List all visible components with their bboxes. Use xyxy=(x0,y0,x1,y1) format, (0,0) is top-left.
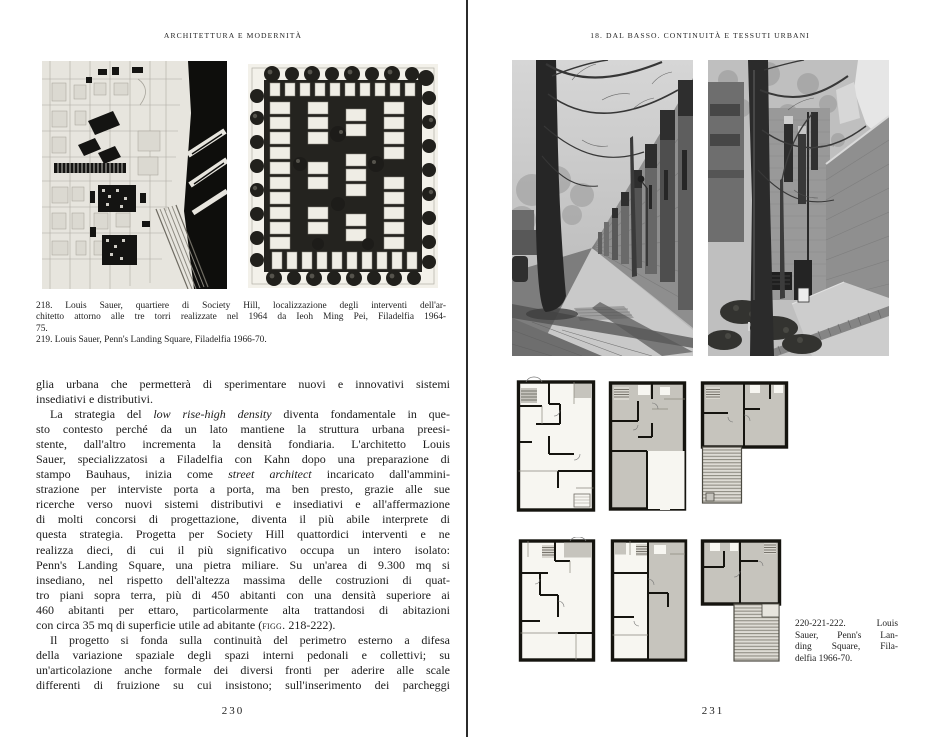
floor-plan-illustration xyxy=(518,537,596,663)
body-line: Il progetto si fonda sulla continuità del perimetro esterno a difesa xyxy=(50,632,450,647)
caption-line: 75. xyxy=(36,323,48,334)
body-line: insediano, nel rispetto dell'altezza massima delle costruzioni di quat- xyxy=(36,572,450,587)
caption-218-219 xyxy=(36,301,446,347)
body-line: di molti concorsi di progettazione, diventa il più abile interprete di xyxy=(36,512,450,527)
body-line: ricerche verso nuovi sistemi distributivi e insediativi e all'affermazione xyxy=(36,497,450,512)
body-line: Penn's Landing Square, una pietra miliare. Su un'area di 9.300 mq si xyxy=(36,557,450,572)
floor-plan-illustration xyxy=(700,379,790,508)
figure-222-floor-plan-2 xyxy=(608,379,687,512)
body-line: strazione per interviste porta a porta, ma ben presto, grazie alle sue xyxy=(36,482,450,497)
body-line: 460 abitanti per ettaro, particolarmente alta trattandosi di abitazioni xyxy=(36,602,450,617)
page-230 xyxy=(0,0,466,737)
body-line: della variazione spaziale degli spazi interni pedonali e collettivi; su xyxy=(36,647,450,662)
floor-plan-illustration xyxy=(516,376,596,513)
body-line: sto contesto perché da un lato mantiene la struttura urbana preesi- xyxy=(36,422,450,437)
page-231 xyxy=(467,0,933,737)
body-line: questa strategia. Progetta per Society Hill quattordici interventi e ne xyxy=(36,527,450,542)
figure-218-society-hill-map xyxy=(42,61,227,289)
body-line: tro piani sopra terra, più di 450 abitanti con una densità superiore ai xyxy=(36,587,450,602)
body-line: stampo Bauhaus, inizia come street architect incaricato dall'ammini- xyxy=(36,467,450,482)
figure-222-floor-plan-3 xyxy=(700,379,790,508)
page-number-230: 230 xyxy=(221,705,245,717)
figure-222-floor-plan-6 xyxy=(700,537,782,665)
caption-line: Sauer, Penn's Lan- xyxy=(795,630,898,641)
floor-plan-illustration xyxy=(608,379,687,512)
site-plan-illustration xyxy=(248,64,438,288)
caption-220-222 xyxy=(795,619,898,665)
body-line: glia urbana che permetterà di sperimentare nuovi e innovativi sistemi xyxy=(36,377,450,391)
street-photo-illustration xyxy=(512,60,693,356)
figure-222-floor-plan-1 xyxy=(516,376,596,513)
page-number-231: 231 xyxy=(701,705,725,717)
caption-line: 218. Louis Sauer, quartiere di Society Hill, localizzazione degli interventi dell'ar- xyxy=(36,301,446,311)
figure-220-street-photo xyxy=(512,60,693,356)
caption-line: chitetto attorno alle tre torri realizzate nel 1964 da Ieoh Ming Pei, Filadelfia 1964- xyxy=(36,312,446,323)
body-line: realizza dieci, di cui il più significativo occupa un intero isolato: xyxy=(36,542,450,557)
floor-plan-illustration xyxy=(610,537,688,663)
body-line: differenti di fruizione su cui insistono; sull'inserimento dei parcheggi xyxy=(36,677,450,692)
caption-line: ding Square, Fila- xyxy=(795,642,898,653)
courtyard-photo-illustration xyxy=(708,60,889,356)
body-line: La strategia del low rise-high density diventa fondamentale in que- xyxy=(50,407,450,422)
figure-219-site-plan xyxy=(248,64,438,288)
caption-line: 220-221-222. Louis xyxy=(795,619,898,629)
figure-222-floor-plan-5 xyxy=(610,537,688,663)
body-line: un'articolazione anche formale dei diversi fronti per aderire alle scale xyxy=(36,662,450,677)
figure-221-courtyard-photo xyxy=(708,60,889,356)
body-text xyxy=(36,377,450,693)
society-hill-map-illustration xyxy=(42,61,227,289)
body-line: insediativi e distributivi. xyxy=(36,392,153,407)
body-line: Sauer, specializzatosi a Filadelfia con Kahn dopo una preparazione di xyxy=(36,452,450,467)
running-head-left: ARCHITETTURA E MODERNITÀ xyxy=(163,31,303,40)
running-head-right: 18. DAL BASSO. CONTINUITÀ E TESSUTI URBANI xyxy=(590,31,810,40)
caption-line: 219. Louis Sauer, Penn's Landing Square, Filadelfia 1966-70. xyxy=(36,335,267,346)
body-line: con circa 35 mq di superficie utile ad abitante (figg. 218-222). xyxy=(36,617,336,632)
caption-line: delfia 1966-70. xyxy=(795,653,853,664)
body-line: stente, dall'altro incrementa la densità fondiaria. L'architetto Louis xyxy=(36,437,450,452)
floor-plan-illustration xyxy=(700,537,782,665)
figure-222-floor-plan-4 xyxy=(518,537,596,663)
